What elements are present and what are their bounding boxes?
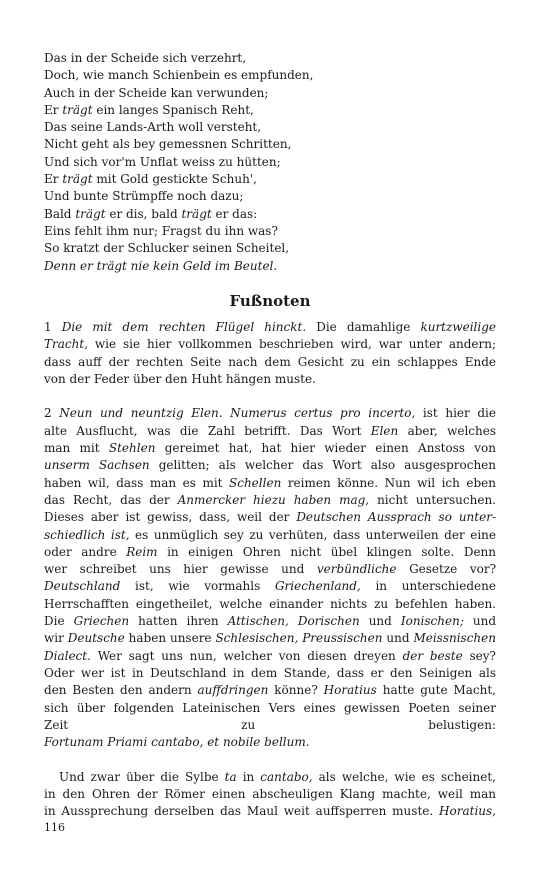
italic-run: Denn er trägt nie kein Geld im Beutel. — [44, 258, 278, 273]
text-run: könne? — [268, 683, 324, 698]
poem-line — [44, 258, 504, 275]
footnote-paragraph — [44, 319, 496, 388]
text-run: Bald — [44, 206, 76, 221]
footnotes — [44, 319, 496, 821]
italic-run: Horatius, — [439, 804, 496, 819]
page-number: 116 — [44, 821, 65, 834]
text-run: nicht untersuchen. — [369, 492, 496, 507]
footnote-line — [44, 769, 496, 786]
text-run: ist, wie vormahls — [120, 579, 275, 594]
text-run: Zeit zu belustigen: — [44, 717, 496, 732]
text-run: haben wil, dass man es mit — [44, 475, 230, 490]
italic-run: Neun und neuntzig Elen. Numerus certus pro incerto, — [59, 406, 416, 421]
text-run: Doch, wie manch Schienbein es empfunden, — [44, 68, 314, 83]
footnote-line — [44, 544, 496, 561]
text-run: wer schreibet uns hier gewisse und — [44, 562, 317, 577]
text-run: haben unsere — [124, 631, 216, 646]
text-run: dass auff der rechten Seite nach dem Gesicht zu ein schlappes Ende — [44, 354, 496, 369]
italic-run: Schlesischen, Preussischen — [215, 631, 383, 646]
italic-run: trägt — [62, 172, 93, 187]
italic-run: der beste — [402, 648, 463, 663]
footnote-line — [44, 423, 496, 440]
footnote-line — [44, 786, 496, 803]
poem-line — [44, 50, 504, 67]
italic-run: Griechen — [73, 614, 130, 629]
italic-run: Anmercker hiezu haben mag, — [177, 492, 370, 507]
text-run: Das in der Scheide sich verzehrt, — [44, 51, 247, 65]
text-run: sey? — [462, 648, 496, 663]
italic-run: trägt — [62, 102, 93, 117]
text-run: gereimet hat, hat hier wieder einen Anstoss von — [155, 441, 496, 456]
text-run: Das seine Lands-Arth woll versteht, — [44, 120, 262, 135]
italic-run: schiedlich ist, — [44, 527, 130, 542]
text-run: in — [236, 769, 261, 784]
text-run: oder andre — [44, 544, 127, 559]
italic-run: kurtzweilige — [420, 320, 496, 334]
text-run: Die damahlige — [306, 320, 421, 334]
footnote-line — [44, 717, 496, 734]
text-run: er dis, bald — [105, 206, 182, 221]
footnote-line — [44, 527, 496, 544]
paragraph-gap — [44, 388, 496, 405]
footnote-paragraph — [44, 405, 496, 751]
footnote-paragraph — [44, 769, 496, 821]
italic-run: Horatius — [323, 683, 377, 698]
poem-line — [44, 119, 504, 136]
footnote-line — [44, 475, 496, 492]
footnote-line — [44, 734, 496, 751]
footnote-line — [44, 354, 496, 371]
text-run: Er — [44, 102, 63, 117]
footnote-line — [44, 336, 496, 353]
text-run: ist hier die — [415, 406, 496, 421]
text-run: Und zwar über die Sylbe — [59, 769, 225, 784]
italic-run: Attischen, Dorischen — [227, 614, 360, 629]
text-run: von der Feder über den Huht hängen muste. — [44, 371, 316, 386]
footnote-line — [44, 492, 496, 509]
text-run: hatten ihren — [129, 614, 228, 629]
text-run: es unmüglich sey zu verhüten, dass unterweilen der eine — [129, 527, 496, 542]
poem-line — [44, 67, 504, 84]
text-run: gelitten; als welcher das Wort also ausgesprochen — [149, 458, 496, 473]
paragraph-gap — [44, 751, 496, 768]
text-run: sich über folgenden Lateinischen Vers eines gewissen Poeten seiner — [44, 700, 496, 715]
text-run: Auch in der Scheide kan verwunden; — [44, 85, 269, 100]
footnote-line — [44, 509, 496, 526]
italic-run: Stehlen — [108, 441, 156, 456]
poem-line — [44, 240, 504, 257]
italic-run: Fortunam Priami cantabo, et nobile bellum. — [44, 735, 310, 750]
text-run: als welche, wie es scheinet, — [312, 769, 496, 784]
text-run: hatte gute Macht, — [376, 683, 496, 698]
footnote-line — [44, 700, 496, 717]
text-run: Oder wer ist in Deutschland in dem Stande, dass er den Seinigen als — [44, 665, 496, 680]
footnote-line — [44, 665, 496, 682]
footnote-line — [44, 371, 496, 388]
footnote-line — [44, 561, 496, 578]
italic-run: Deutschen Aussprach so unter- — [296, 510, 496, 525]
italic-run: Elen — [370, 423, 399, 438]
text-run: in unterschiedene — [360, 579, 496, 594]
poem-line — [44, 85, 504, 102]
italic-run: Die mit dem rechten Flügel hinckt. — [61, 320, 307, 334]
footnote-line — [44, 319, 496, 336]
italic-run: trägt — [181, 206, 212, 221]
text-run: wir — [44, 631, 68, 646]
footnote-line — [44, 457, 496, 474]
text-run: Eins fehlt ihm nur; Fragst du ihn was? — [44, 223, 278, 238]
text-run: man mit — [44, 441, 109, 456]
poem-line — [44, 188, 504, 205]
text-run: ein langes Spanisch Reht, — [92, 102, 254, 117]
poem-line — [44, 102, 504, 119]
text-run: alte Ausflucht, was die Zahl betrifft. Das Wort — [44, 423, 371, 438]
text-run: aber, welches — [398, 423, 496, 438]
poem-line — [44, 223, 504, 240]
text-run: er das: — [211, 206, 258, 221]
text-run: Und sich vor'm Unflat weiss zu hütten; — [44, 154, 281, 169]
text-run: Herrschafften eingetheilet, welche einander nichts zu befehlen haben. — [44, 596, 496, 611]
text-run: Und bunte Strümpffe noch dazu; — [44, 189, 244, 204]
text-run: in den Ohren der Römer einen abscheuligen Klang machte, weil man — [44, 787, 496, 802]
text-run: Er — [44, 172, 63, 187]
text-run: und — [359, 614, 401, 629]
footnote-line — [44, 613, 496, 630]
italic-run: verbündliche — [316, 562, 397, 577]
poem-line — [44, 206, 504, 223]
text-run: 2 — [44, 406, 60, 421]
text-run: den Besten den andern — [44, 683, 198, 698]
poem-line — [44, 154, 504, 171]
text-run: 1 — [44, 320, 62, 334]
italic-run: Tracht, — [44, 337, 88, 352]
text-run: das Recht, das der — [44, 492, 178, 507]
poem — [44, 50, 504, 275]
footnote-line — [44, 803, 496, 820]
footnote-line — [44, 630, 496, 647]
italic-run: Schellen — [229, 475, 282, 490]
poem-line — [44, 136, 504, 153]
italic-run: Griechenland, — [274, 579, 361, 594]
text-run: Nicht geht als bey gemessnen Schritten, — [44, 137, 292, 152]
text-run: Gesetze vor? — [396, 562, 496, 577]
footnote-line — [44, 440, 496, 457]
italic-run: ta — [224, 769, 237, 784]
italic-run: trägt — [75, 206, 106, 221]
italic-run: Deutsche — [67, 631, 125, 646]
poem-line — [44, 171, 504, 188]
italic-run: Reim — [126, 544, 158, 559]
footnote-line — [44, 648, 496, 665]
italic-run: cantabo, — [260, 769, 313, 784]
text-run: und — [382, 631, 414, 646]
footnote-line — [44, 578, 496, 595]
footnote-line — [44, 405, 496, 422]
text-run: wie sie hier vollkommen beschrieben wird, war unter andern; — [87, 337, 496, 352]
footnotes-heading: Fußnoten — [229, 292, 311, 310]
footnote-line — [44, 682, 496, 699]
text-run: Wer sagt uns nun, welcher von diesen dreyen — [90, 648, 403, 663]
italic-run: Deutschland — [44, 579, 121, 594]
text-run: in Aussprechung derselben das Maul weit auffsperren muste. — [44, 804, 440, 819]
italic-run: Dialect. — [44, 648, 91, 663]
italic-run: unserm Sachsen — [44, 458, 150, 473]
text-run: Dieses aber ist gewiss, dass, weil der — [44, 510, 297, 525]
text-run: in einigen Ohren nicht übel klingen solte. Denn — [157, 544, 496, 559]
text-run: So kratzt der Schlucker seinen Scheitel, — [44, 241, 290, 256]
italic-run: auffdringen — [197, 683, 269, 698]
text-run: und — [463, 614, 496, 629]
footnote-line — [44, 596, 496, 613]
text-run: Die — [44, 614, 74, 629]
text-run: mit Gold gestickte Schuh', — [92, 172, 257, 187]
italic-run: Ionischen; — [400, 614, 464, 629]
italic-run: Meissnischen — [413, 631, 496, 646]
text-run: reimen könne. Nun wil ich eben — [281, 475, 496, 490]
